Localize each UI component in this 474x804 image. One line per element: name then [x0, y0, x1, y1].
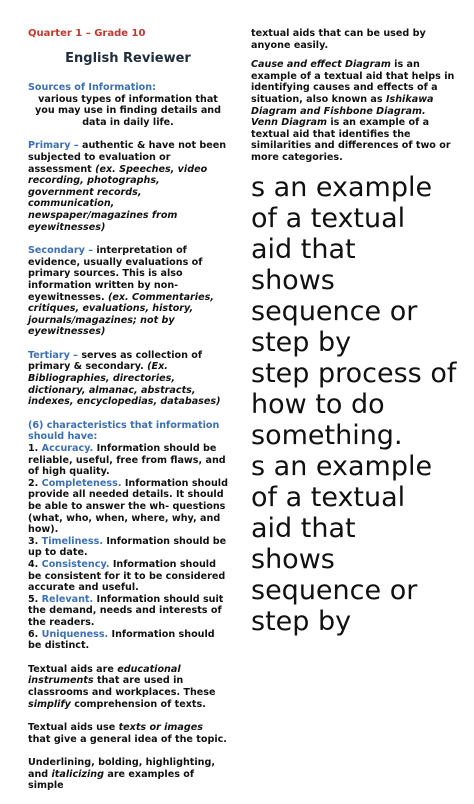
list-item	[28, 536, 228, 559]
cause-effect-text: is an example of a textual aid that helps in identifying causes and effects of a situation, also known as	[251, 59, 455, 105]
large-text-line: step by	[251, 605, 352, 637]
item-text: Information should suit the demand, needs and interests of the readers.	[28, 593, 224, 628]
venn-text: is an example of a textual aid that identifies the similarities and differences of two or more categories.	[251, 117, 451, 163]
item-name: Uniqueness.	[41, 628, 109, 640]
list-item	[28, 559, 228, 594]
tertiary-label: Tertiary –	[28, 349, 78, 361]
textual-aids-paragraph-1	[28, 664, 228, 710]
text-fragment: Underlining, bolding, highlighting, and	[28, 757, 215, 780]
primary-examples: (ex. Speeches, video recording, photographs, government records, communication, newspaper/magazines from eyewitnesses)	[28, 163, 208, 233]
cause-effect-paragraph	[251, 59, 457, 117]
characteristics-list	[28, 420, 228, 652]
large-text-line: shows	[251, 264, 335, 296]
item-text: Information should be reliable, useful, free from flaws, and of high quality.	[28, 443, 226, 478]
text-emphasis: italicizing	[51, 768, 104, 780]
cause-effect-aka: Ishikawa Diagram and Fishbone Diagram.	[251, 93, 434, 117]
item-text: Information should be distinct.	[28, 628, 215, 652]
large-text-block	[251, 172, 457, 637]
item-number: 3.	[28, 535, 39, 547]
item-number: 2.	[28, 477, 39, 489]
large-text-line: aid that	[251, 512, 356, 544]
cause-effect-label: Cause and effect Diagram	[251, 59, 391, 71]
large-text-line: how to do	[251, 388, 385, 420]
item-name: Relevant.	[41, 593, 94, 605]
sources-description: various types of information that you may use in finding details and data in daily life.	[35, 93, 221, 128]
item-number: 5.	[28, 593, 39, 605]
large-text-line: step by	[251, 326, 352, 358]
left-column	[28, 28, 228, 804]
large-text-line: step process of	[251, 357, 457, 389]
list-item	[28, 443, 228, 478]
item-text: Information should be consistent for it to be considered accurate and useful.	[28, 558, 226, 594]
item-number: 4.	[28, 558, 39, 570]
tertiary-paragraph	[28, 350, 228, 408]
item-number: 6.	[28, 628, 39, 640]
large-text-line: aid that	[251, 233, 356, 265]
textual-aids-paragraph-3	[28, 757, 228, 792]
secondary-text: interpretation of evidence, usually evaluations of primary sources. This is also information written by non-eyewitnesses.	[28, 245, 203, 303]
text-fragment: Textual aids use	[28, 722, 119, 734]
text-fragment: that are used in classrooms and workplaces. These	[28, 675, 216, 698]
text-fragment: Textual aids are	[28, 663, 118, 675]
primary-label: Primary –	[28, 140, 79, 152]
primary-paragraph	[28, 140, 228, 233]
sources-label: Sources of Information:	[28, 82, 156, 93]
list-item	[28, 478, 228, 536]
text-fragment: are examples of simple	[28, 768, 195, 792]
text-emphasis: simplify	[28, 698, 71, 710]
large-text-line: something.	[251, 419, 403, 451]
large-text-line: sequence or	[251, 295, 418, 327]
tertiary-text: serves as collection of primary & secondary.	[28, 349, 203, 373]
secondary-paragraph	[28, 245, 228, 338]
text-fragment: that give a general idea of the topic.	[28, 733, 227, 745]
text-emphasis: educational instruments	[28, 663, 181, 687]
list-item	[28, 629, 228, 652]
item-text: Information should provide all needed details. It should be able to answer the wh- questions (what, who, when, where, why, and how).	[28, 477, 228, 536]
text-emphasis: texts or images	[118, 722, 203, 734]
characteristics-heading: (6) characteristics that information should have:	[28, 419, 220, 443]
large-text-line: s an example	[251, 450, 433, 482]
page-title: English Reviewer	[65, 51, 191, 66]
primary-text: authentic & have not been subjected to evaluation or assessment	[28, 140, 227, 175]
secondary-examples: (ex. Commentaries, critiques, evaluations, history, journals/magazines; not by eyewitnesses)	[28, 291, 214, 338]
quarter-grade-header: Quarter 1 – Grade 10	[28, 28, 146, 39]
item-name: Completeness.	[41, 477, 122, 489]
item-name: Timeliness.	[41, 535, 103, 547]
tertiary-examples: (Ex. Bibliographies, directories, dictionary, almanac, abstracts, indexes, encyclopedias, databases)	[28, 361, 221, 408]
continuation-paragraph: textual aids that can be used by anyone easily.	[251, 28, 426, 51]
text-fragment: comprehension of texts.	[70, 698, 206, 710]
item-text: Information should be up to date.	[28, 535, 227, 559]
item-number: 1.	[28, 443, 39, 455]
venn-label: Venn Diagram	[251, 117, 328, 129]
item-name: Accuracy.	[41, 443, 94, 455]
list-item	[28, 594, 228, 629]
textual-aids-paragraph-2	[28, 722, 228, 745]
large-text-line: shows	[251, 543, 335, 575]
secondary-label: Secondary –	[28, 245, 93, 257]
item-name: Consistency.	[41, 558, 110, 570]
right-column	[251, 28, 457, 637]
venn-paragraph	[251, 117, 457, 163]
large-text-line: sequence or	[251, 574, 418, 606]
large-text-line: of a textual	[251, 202, 406, 234]
large-text-line: s an example	[251, 171, 433, 203]
large-text-line: of a textual	[251, 481, 406, 513]
